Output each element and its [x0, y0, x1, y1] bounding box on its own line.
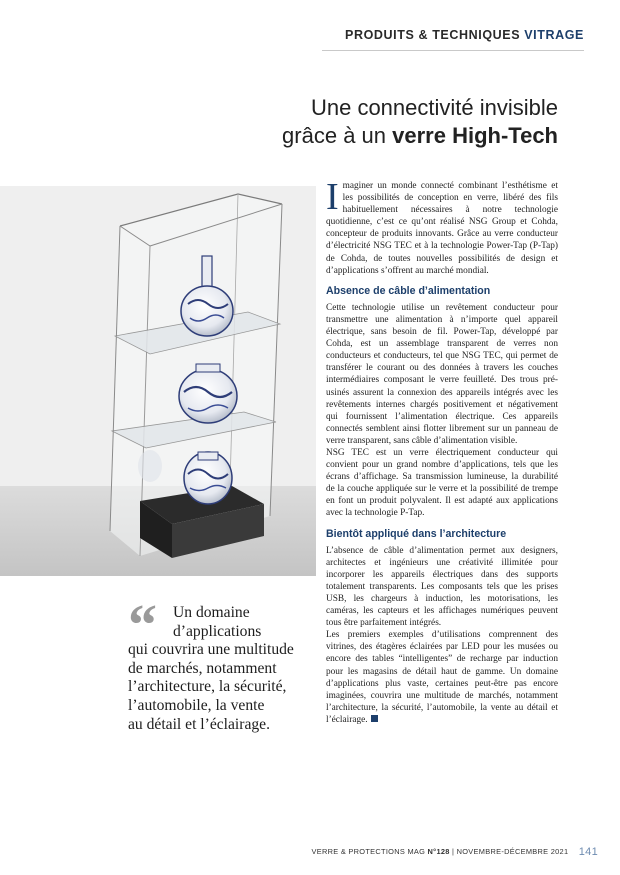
intro-paragraph: [326, 176, 558, 277]
page-number: 141: [578, 846, 598, 858]
section-label: PRODUITS & TECHNIQUES: [345, 28, 521, 42]
intro-text: maginer un monde connecté combinant l’esthétisme et les possibilités de conception en verre, libéré des fils habituellement nécessaires à notre technologie quotidienne, c’est ce qu’ont réalisé NSG Group et Cohda, concepteur de produits innovants. Grâce au verre conducteur d’électricité NSG TEC et à la technologie Power-Tap (P-Tap) de Cohda, de toutes nouvelles possibilités de design et d’applications s’offrent au marché mondial.: [326, 181, 558, 276]
pull-quote: [128, 604, 328, 734]
page-footer: [312, 846, 598, 858]
subhead-power-cable: Absence de câble d’alimentation: [326, 284, 491, 297]
quote-line: d’applications: [173, 622, 262, 640]
subhead-architecture: Bientôt appliqué dans l’architecture: [326, 527, 507, 540]
closing-text: Les premiers exemples d’utilisations comprennent des vitrines, des étagères éclairées par LED pour les musées ou encore des tables “intelligentes” de recharge par induction pour les magasins de détail haut de gamme. Un domaine d’applications plus vaste, certaines peut-être pas encore imaginées, couvrira une multitude de marchés, notamment l’architecture, la sécurité, l’automobile, la vente au détail et l’éclairage.: [326, 630, 558, 725]
drop-cap: I: [326, 176, 339, 218]
issue-number: N°128: [427, 847, 450, 856]
end-of-article-icon: [371, 715, 378, 722]
body-paragraph: Cette technologie utilise un revêtement conducteur pour transmettre une alimentation à n’importe quel appareil électrique, sans besoin de fil. Power-Tap, développé par Cohda, est un assemblage transparent de verres non conducteurs et conducteurs, tel que NSG TEC, qui permet de transférer le courant ou des données à travers les couches intermédiaires composant le verre feuilleté. Des trous pré-usinés assurent la connexion des appareils intégrés avec les revêtements internes chargés positivement et négativement qui fournissent l’alimentation électrique. Ces appareils connectés semblent ainsi flotter librement sur un panneau de verre transparent, sans câble d’alimentation visible.: [326, 302, 558, 446]
article-title: [282, 94, 558, 150]
header-divider: [322, 50, 584, 51]
title-line-2: [282, 122, 558, 150]
title-line-2-prefix: grâce à un: [282, 123, 387, 148]
title-line-1: Une connectivité invisible: [310, 95, 558, 120]
article-body: [326, 176, 558, 726]
vase-bottom: [184, 452, 232, 504]
section-accent-label: VITRAGE: [524, 28, 584, 42]
issue-date: NOVEMBRE-DÉCEMBRE 2021: [456, 847, 569, 856]
quote-mark-icon: “: [128, 592, 157, 657]
display-case-photo: [0, 186, 316, 576]
quote-line: au détail et l’éclairage.: [128, 715, 270, 733]
quote-line: qui couvrira une multitude: [128, 641, 294, 659]
display-case-illustration: [0, 186, 316, 576]
quote-line: Un domaine: [173, 604, 250, 621]
quote-line: l’architecture, la sécurité,: [128, 678, 287, 696]
quote-line: de marchés, notamment: [128, 659, 277, 677]
quote-line: l’automobile, la vente: [128, 696, 265, 714]
closing-paragraph: [326, 629, 558, 726]
section-header: [345, 28, 584, 42]
body-paragraph: NSG TEC est un verre électriquement conducteur qui convient pour un grand nombre d’applications, tels que les écrans d’affichage. Sa transmission lumineuse, la durabilité de la couche appliquée sur le verre et la possibilité de trempe en font un produit polyvalent. Il est adapté aux applications avec la technologie P-Tap.: [326, 447, 558, 519]
body-paragraph: L’absence de câble d’alimentation permet aux designers, architectes et ingénieurs une créativité illimitée pour incorporer les appareils électriques dans des supports totalement transparents. Les composants tels que les prises USB, les chargeurs à induction, les motorisations, les caméras, les capteurs et les affichages numériques peuvent tous être parfaitement intégrés.: [326, 545, 558, 629]
magazine-name: VERRE & PROTECTIONS MAG: [311, 847, 426, 856]
footer-separator: |: [452, 847, 455, 856]
title-line-2-bold: verre High-Tech: [392, 123, 558, 148]
